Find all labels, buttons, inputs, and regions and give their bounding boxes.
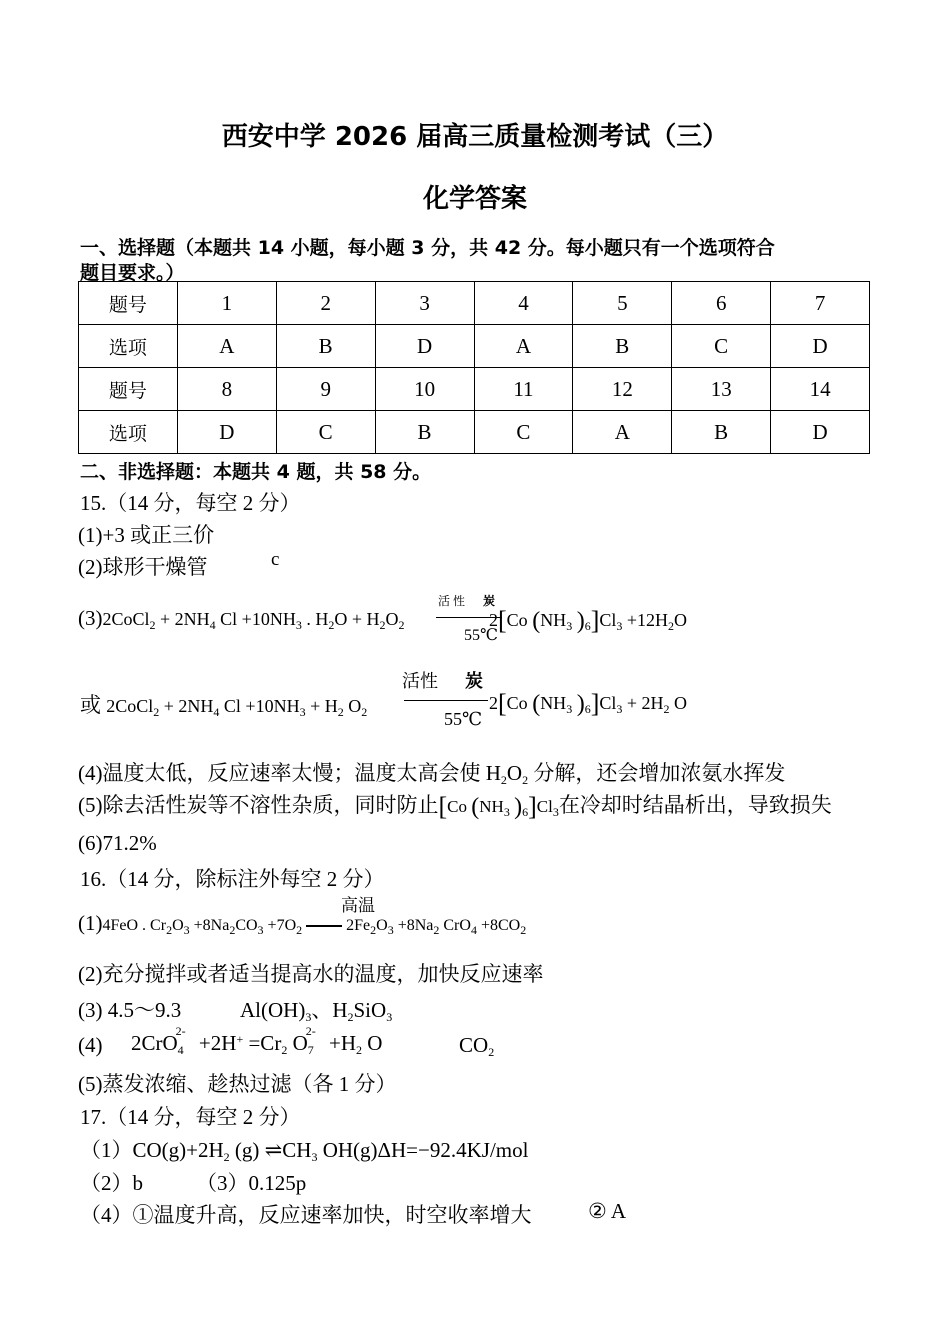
answer-cell: B (375, 411, 474, 454)
q16-answer-4-prefix: (4) (78, 1033, 103, 1057)
question-number: 14 (771, 368, 870, 411)
q15-alt-temp-label: 55℃ (444, 709, 483, 729)
answer-cell: A (177, 325, 276, 368)
row-label: 题号 (79, 368, 178, 411)
q17-answer-3: （3）0.125p (196, 1171, 307, 1195)
row-label: 题号 (79, 282, 178, 325)
reaction-arrow (404, 700, 488, 701)
q15-heading: 15.（14 分，每空 2 分） (80, 491, 301, 515)
q16-answer-1-prefix: (1) (78, 911, 103, 935)
answer-table (78, 281, 870, 454)
q15-answer-3-product: 2[Co ($NH_3$ )$_6]Cl_3 +12H_2O$ (489, 606, 688, 635)
table-row (79, 282, 870, 325)
page-title: 西安中学 2026 届高三质量检测考试（三） (221, 122, 729, 152)
table-row (79, 411, 870, 454)
q16-high-temp-label: 高温 (341, 896, 375, 915)
section1-heading-line2: 题目要求。） (80, 262, 185, 284)
q16-answer-3-extra: $Al(OH)_3$、$H_2SiO_3$ (240, 998, 393, 1024)
q16-answer-4-equation: $2CrO_4^{2-} +2H^+ =Cr_2$ $O_7^{2-} +H_2$ O (131, 1024, 383, 1057)
answer-cell: C (672, 325, 771, 368)
answer-cell: B (276, 325, 375, 368)
q17-answer-4: （4）①温度升高，反应速率加快，时空收率增大 (80, 1203, 532, 1227)
q15-answer-3-equation: (3)2CoCl$_2$ + $2NH_4$ $Cl +10NH_3$ . $H_2O + H_2O_2$ (78, 606, 405, 632)
q15-answer-1: (1)+3 或正三价 (78, 523, 215, 547)
q17-answer-1: $(1)CO(g)+2H_2$ (g) $\rightleftharpoons CH_3$ OH(g)ΔH=−92.4KJ/mol (80, 1138, 529, 1164)
question-number: 11 (474, 368, 573, 411)
q15-answer-4: (4)温度太低，反应速率太慢；温度太高会使 $H_2O_2$ 分解，还会增加浓氨水挥发 (78, 761, 786, 787)
q16-answer-2: (2)充分搅拌或者适当提高水的温度，加快反应速率 (78, 962, 544, 986)
q15-alt-equation: 或 2CoCl$_2$ + $2NH_4$ $Cl +10NH_3 + H_2$ $O_2$ (80, 693, 368, 719)
question-number: 9 (276, 368, 375, 411)
table-row (79, 325, 870, 368)
answer-cell: C (276, 411, 375, 454)
answer-cell: A (573, 411, 672, 454)
question-number: 10 (375, 368, 474, 411)
row-label: 选项 (79, 325, 178, 368)
question-number: 13 (672, 368, 771, 411)
question-number: 7 (771, 282, 870, 325)
answer-cell: D (771, 411, 870, 454)
answer-cell: B (672, 411, 771, 454)
q17-answer-4-extra: ② A (588, 1199, 627, 1223)
question-number: 2 (276, 282, 375, 325)
answer-cell: D (375, 325, 474, 368)
q15-catalyst-label-small: 活 性 炭 (438, 594, 496, 608)
page-subtitle: 化学答案 (422, 184, 527, 214)
answer-cell: D (771, 325, 870, 368)
answer-cell: B (573, 325, 672, 368)
q16-answer-5: (5)蒸发浓缩、趁热过滤（各 1 分） (78, 1072, 397, 1096)
section2-heading: 二、非选择题：本题共 4 题，共 58 分。 (80, 461, 432, 483)
question-number: 5 (573, 282, 672, 325)
question-number: 3 (375, 282, 474, 325)
q16-answer-4-extra: $CO_2$ (459, 1033, 495, 1059)
q15-answer-2: (2)球形干燥管 (78, 555, 208, 579)
q15-answer-5: (5)除去活性炭等不溶性杂质，同时防止[Co ($NH_3$ )$_6]Cl_3$在冷却时结晶析出，导致损失 (78, 792, 832, 821)
question-number: 8 (177, 368, 276, 411)
answer-cell: D (177, 411, 276, 454)
q15-alt-product: 2[Co ($NH_3$ )$_6]Cl_3 + 2H_2$ O (489, 689, 688, 718)
question-number: 6 (672, 282, 771, 325)
q15-alt-prefix: 或 (80, 693, 107, 717)
question-number: 4 (474, 282, 573, 325)
q16-heading: 16.（14 分，除标注外每空 2 分） (80, 867, 385, 891)
q15-answer-6: (6)71.2% (78, 831, 157, 855)
question-number: 12 (573, 368, 672, 411)
q16-answer-3: (3) 4.5～9.3 (78, 998, 182, 1022)
q17-answer-2: （2）b (80, 1171, 143, 1195)
answer-cell: A (474, 325, 573, 368)
q15-temp-label: 55℃ (464, 627, 498, 644)
answer-cell: C (474, 411, 573, 454)
q17-heading: 17.（14 分，每空 2 分） (80, 1105, 301, 1129)
q15-catalyst-label: 活性 炭 (402, 671, 483, 691)
question-number: 1 (177, 282, 276, 325)
table-row (79, 368, 870, 411)
row-label: 选项 (79, 411, 178, 454)
q16-answer-1-equation: (1)4FeO . $Cr_2O_3 +8Na_2CO_3 +7O_2$ $2Fe_2O_3 +8Na_2$ $CrO_4 +8CO_2$ (78, 911, 527, 937)
q15-answer-2-extra: c (271, 549, 280, 570)
q15-answer-3-prefix: (3) (78, 606, 103, 630)
section1-heading-line1: 一、选择题（本题共 14 小题，每小题 3 分，共 42 分。每小题只有一个选项符合 (80, 237, 775, 259)
